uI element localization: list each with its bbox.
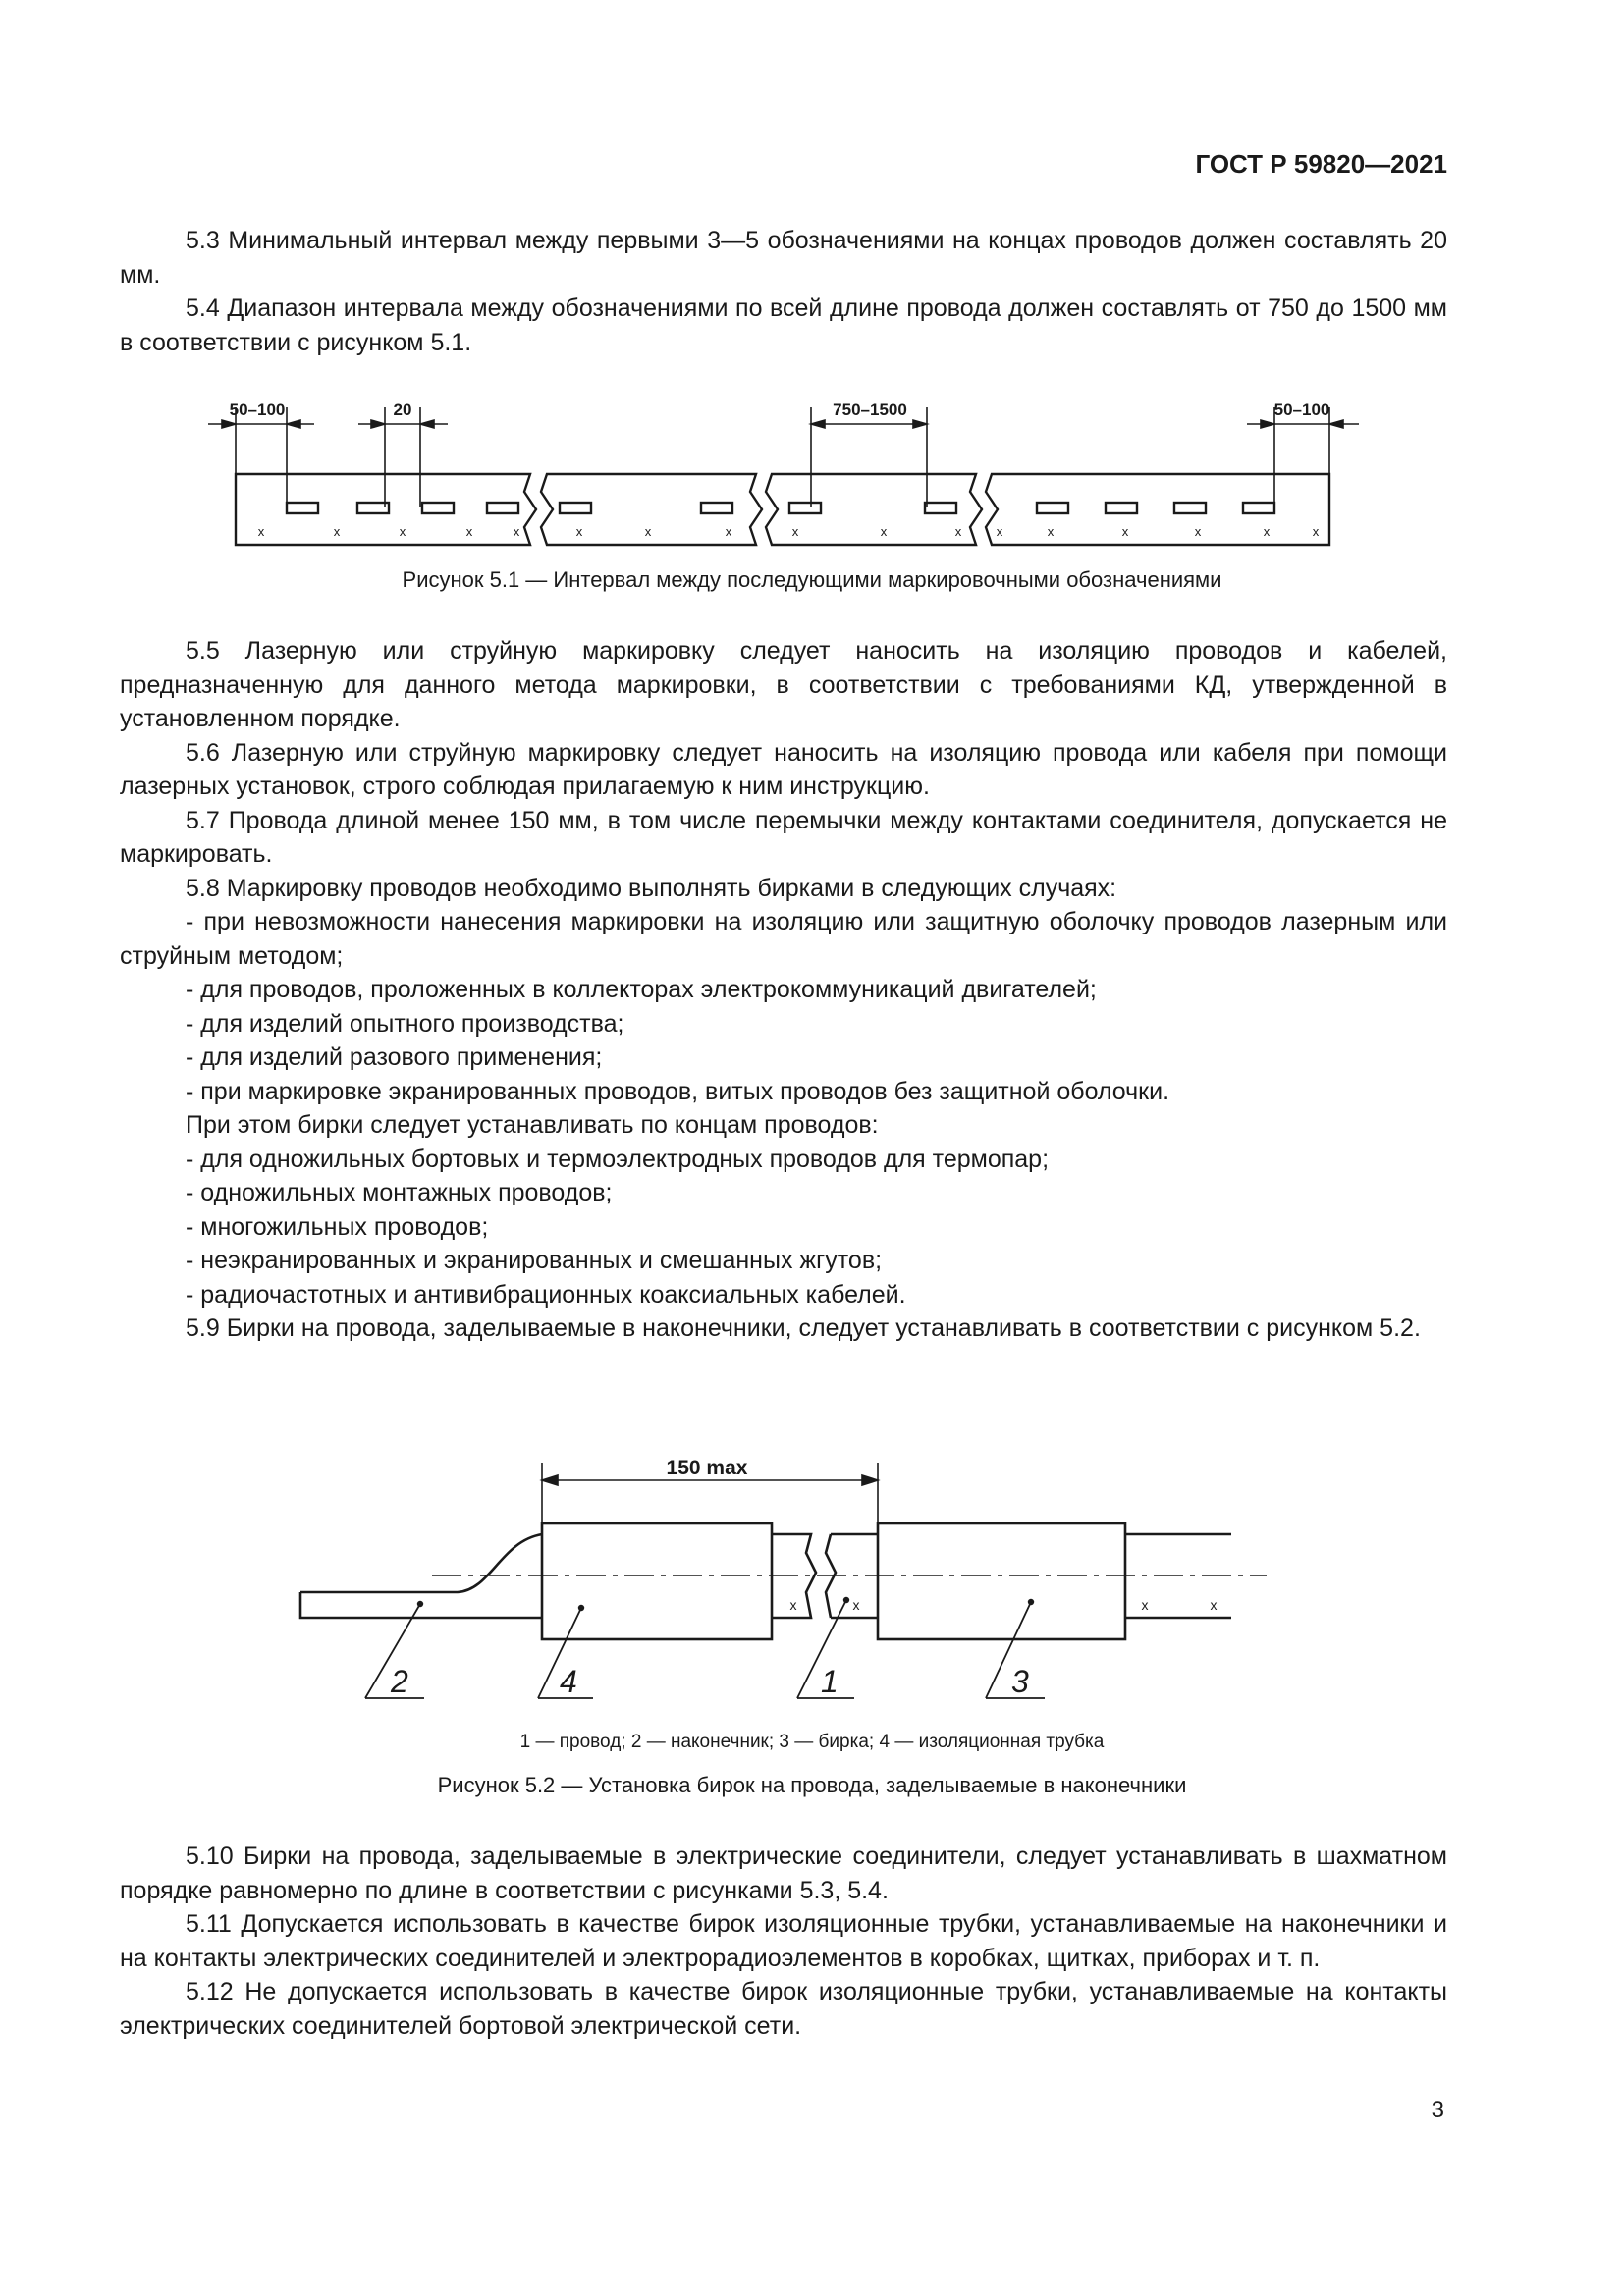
paragraph: При этом бирки следует устанавливать по концам проводов: xyxy=(186,1111,879,1139)
svg-text:x: x xyxy=(725,524,732,539)
paragraph: 5.10 Бирки на провода, заделываемые в электрические соединители, следует устанавливать в шахматном порядке равномерно по длине в соответствии с рисунками 5.3, 5.4. xyxy=(120,1842,1447,1904)
paragraph: 5.9 Бирки на провода, заделываемые в наконечники, следует устанавливать в соответствии с рисунком 5.2. xyxy=(186,1314,1421,1342)
svg-text:x: x xyxy=(1121,524,1129,539)
paragraph: 5.11 Допускается использовать в качестве бирок изоляционные трубки, устанавливаемые на наконечники и на контакты электрических соединителей и электрорадиоэлементов в коробках, щитках, приборах и т. п. xyxy=(120,1910,1447,1972)
svg-text:x: x xyxy=(1047,524,1055,539)
paragraph: 5.5 Лазерную или струйную маркировку следует наносить на изоляцию проводов и кабелей, предназначенную для данного метода маркировки, в соответствии с требованиями КД, утвержденной в установленном порядке. xyxy=(120,637,1447,732)
callout-label: 3 xyxy=(1011,1664,1029,1699)
svg-text:x: x xyxy=(513,524,520,539)
paragraph: 5.6 Лазерную или струйную маркировку следует наносить на изоляцию провода или кабеля при помощи лазерных установок, строго соблюдая прилагаемую к ним инструкцию. xyxy=(120,738,1447,800)
dim-label: 20 xyxy=(393,400,412,419)
list-item: - неэкранированных и экранированных и смешанных жгутов; xyxy=(186,1247,883,1274)
svg-text:x: x xyxy=(789,1597,797,1613)
list-item: - для изделий разового применения; xyxy=(186,1043,603,1071)
svg-text:x: x xyxy=(575,524,583,539)
page-number: 3 xyxy=(1431,2097,1444,2123)
svg-text:x: x xyxy=(1210,1597,1218,1613)
svg-text:x: x xyxy=(1141,1597,1149,1613)
svg-text:x: x xyxy=(465,524,473,539)
text-block-2 xyxy=(120,634,1447,1346)
dim-label: 150 max xyxy=(666,1457,748,1479)
list-item: - одножильных монтажных проводов; xyxy=(186,1179,613,1206)
text-block-3 xyxy=(120,1840,1447,2043)
paragraph: 5.12 Не допускается использовать в качестве бирок изоляционные трубки, устанавливаемые на контакты электрических соединителей бортовой электрической сети. xyxy=(120,1978,1447,2040)
text-block-1 xyxy=(120,224,1447,359)
document-header: ГОСТ Р 59820—2021 xyxy=(1195,149,1447,179)
svg-text:x: x xyxy=(1194,524,1202,539)
list-item: - при невозможности нанесения маркировки на изоляцию или защитную оболочку проводов лазерным или струйным методом; xyxy=(120,908,1447,970)
svg-text:x: x xyxy=(852,1597,860,1613)
dim-label: 750–1500 xyxy=(833,400,907,419)
svg-text:x: x xyxy=(399,524,406,539)
figure-5-1 xyxy=(0,388,1624,564)
svg-text:x: x xyxy=(644,524,652,539)
svg-text:x: x xyxy=(880,524,888,539)
dim-label: 50–100 xyxy=(1273,400,1330,419)
svg-text:x: x xyxy=(333,524,341,539)
list-item: - радиочастотных и антивибрационных коаксиальных кабелей. xyxy=(186,1280,906,1308)
svg-text:x: x xyxy=(996,524,1003,539)
figure-caption: Рисунок 5.1 — Интервал между последующими маркировочными обозначениями xyxy=(402,567,1222,592)
callout-label: 2 xyxy=(391,1664,408,1699)
list-item: - для проводов, проложенных в коллекторах электрокоммуникаций двигателей; xyxy=(186,976,1097,1003)
callout-label: 4 xyxy=(560,1664,577,1699)
figure-caption: Рисунок 5.2 — Установка бирок на провода, заделываемые в наконечники xyxy=(437,1773,1187,1797)
svg-text:x: x xyxy=(791,524,799,539)
figure-legend: 1 — провод; 2 — наконечник; 3 — бирка; 4 — изоляционная трубка xyxy=(519,1732,1105,1752)
list-item: - при маркировке экранированных проводов, витых проводов без защитной оболочки. xyxy=(186,1077,1170,1105)
list-item: - для одножильных бортовых и термоэлектродных проводов для термопар; xyxy=(186,1145,1050,1173)
paragraph: 5.7 Провода длиной менее 150 мм, в том числе перемычки между контактами соединителя, допускается не маркировать. xyxy=(120,806,1447,868)
figure-5-2 xyxy=(0,1433,1624,1718)
paragraph: 5.3 Минимальный интервал между первыми 3—5 обозначениями на концах проводов должен составлять 20 мм. xyxy=(120,227,1447,289)
dim-label: 50–100 xyxy=(229,400,286,419)
list-item: - многожильных проводов; xyxy=(186,1212,489,1241)
svg-text:x: x xyxy=(1263,524,1271,539)
svg-text:x: x xyxy=(257,524,265,539)
paragraph: 5.8 Маркировку проводов необходимо выполнять бирками в следующих случаях: xyxy=(186,874,1117,902)
svg-text:x: x xyxy=(1312,524,1320,539)
svg-text:x: x xyxy=(954,524,962,539)
paragraph: 5.4 Диапазон интервала между обозначениями по всей длине провода должен составлять от 750 до 1500 мм в соответствии с рисунком 5.1. xyxy=(120,294,1447,356)
list-item: - для изделий опытного производства; xyxy=(186,1009,624,1038)
callout-label: 1 xyxy=(821,1664,839,1699)
